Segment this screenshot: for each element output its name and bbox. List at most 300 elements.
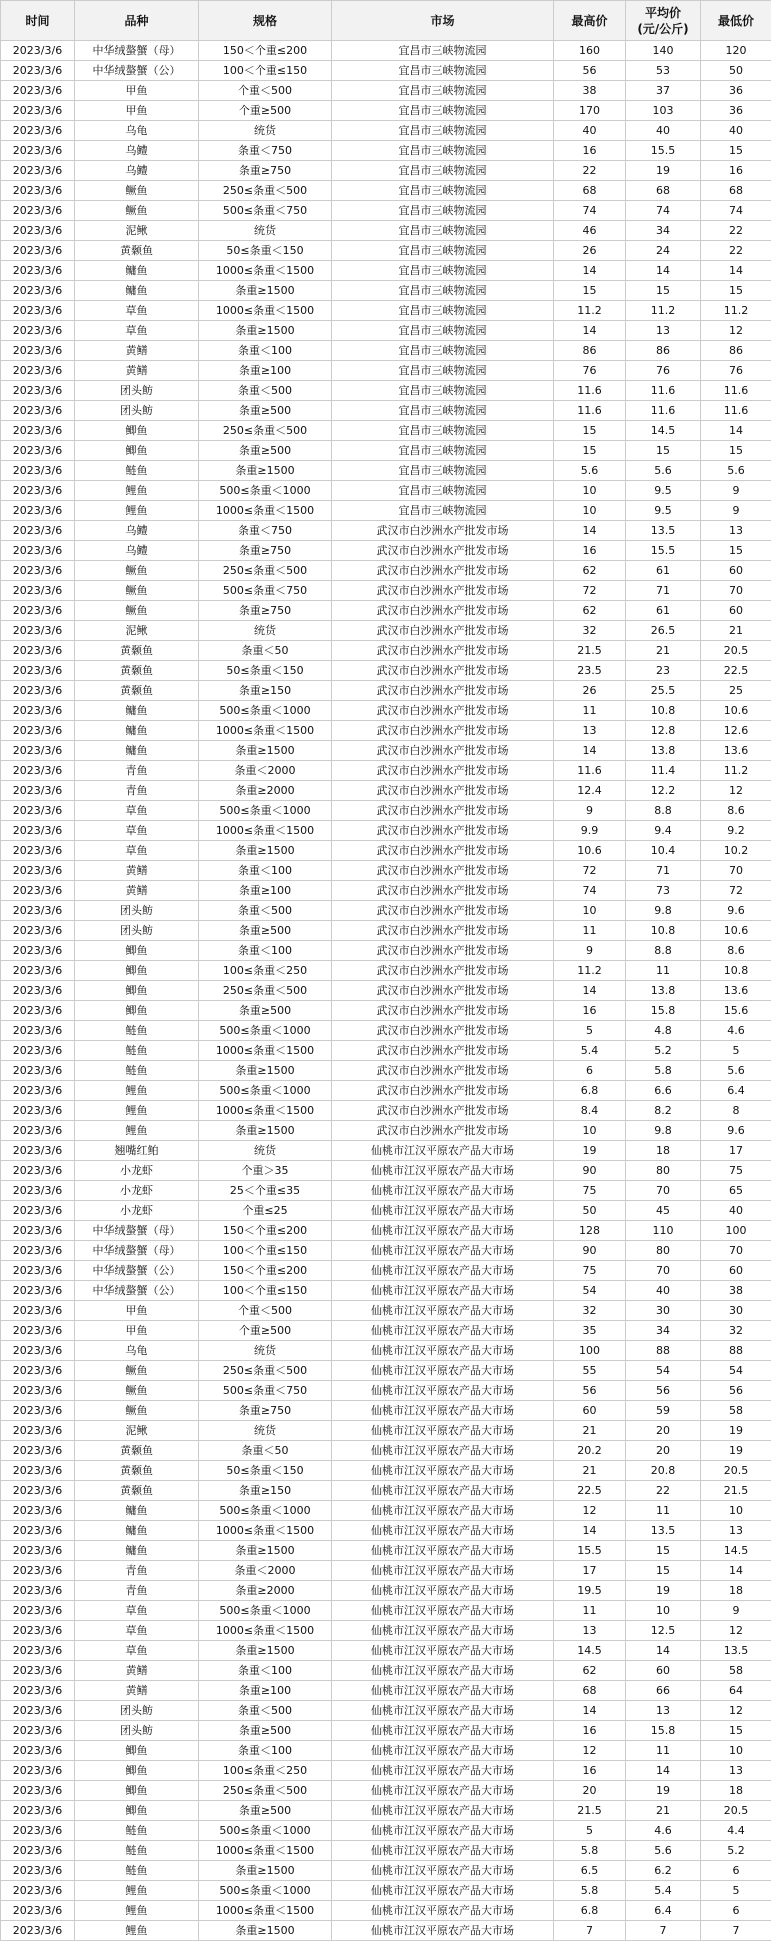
cell-time: 2023/3/6 — [1, 481, 75, 501]
cell-spec: 100＜个重≤150 — [199, 1281, 332, 1301]
cell-min-price: 8 — [701, 1101, 771, 1121]
cell-max-price: 11.6 — [554, 401, 626, 421]
table-row — [1, 501, 771, 521]
cell-max-price: 75 — [554, 1261, 626, 1281]
table-row — [1, 1341, 771, 1361]
cell-avg-price: 71 — [626, 861, 701, 881]
cell-time: 2023/3/6 — [1, 1501, 75, 1521]
cell-variety: 鲫鱼 — [75, 1781, 199, 1801]
cell-market: 武汉市白沙洲水产批发市场 — [332, 641, 554, 661]
header-time: 时间 — [1, 1, 75, 41]
cell-max-price: 16 — [554, 541, 626, 561]
table-row — [1, 861, 771, 881]
cell-spec: 100≤条重＜250 — [199, 1761, 332, 1781]
cell-spec: 500≤条重＜1000 — [199, 1821, 332, 1841]
cell-variety: 鳙鱼 — [75, 281, 199, 301]
cell-variety: 青鱼 — [75, 1581, 199, 1601]
table-row — [1, 281, 771, 301]
cell-max-price: 14 — [554, 1701, 626, 1721]
cell-spec: 条重≥1500 — [199, 281, 332, 301]
cell-avg-price: 8.8 — [626, 941, 701, 961]
cell-time: 2023/3/6 — [1, 81, 75, 101]
cell-avg-price: 74 — [626, 201, 701, 221]
cell-time: 2023/3/6 — [1, 1421, 75, 1441]
table-row — [1, 781, 771, 801]
cell-variety: 黄颡鱼 — [75, 1461, 199, 1481]
cell-max-price: 100 — [554, 1341, 626, 1361]
cell-market: 宜昌市三峡物流园 — [332, 361, 554, 381]
cell-max-price: 8.4 — [554, 1101, 626, 1121]
cell-max-price: 10 — [554, 501, 626, 521]
cell-variety: 鳜鱼 — [75, 1381, 199, 1401]
table-row — [1, 1181, 771, 1201]
cell-min-price: 10.2 — [701, 841, 771, 861]
cell-variety: 鲫鱼 — [75, 1761, 199, 1781]
cell-market: 武汉市白沙洲水产批发市场 — [332, 581, 554, 601]
cell-avg-price: 20 — [626, 1421, 701, 1441]
cell-avg-price: 34 — [626, 221, 701, 241]
table-row — [1, 1361, 771, 1381]
cell-variety: 乌鳢 — [75, 141, 199, 161]
cell-avg-price: 71 — [626, 581, 701, 601]
cell-market: 仙桃市江汉平原农产品大市场 — [332, 1561, 554, 1581]
cell-max-price: 72 — [554, 581, 626, 601]
cell-avg-price: 6.6 — [626, 1081, 701, 1101]
cell-time: 2023/3/6 — [1, 881, 75, 901]
cell-spec: 条重≥150 — [199, 681, 332, 701]
cell-time: 2023/3/6 — [1, 641, 75, 661]
cell-min-price: 7 — [701, 1921, 771, 1941]
cell-variety: 鳙鱼 — [75, 741, 199, 761]
cell-avg-price: 11.4 — [626, 761, 701, 781]
cell-variety: 草鱼 — [75, 301, 199, 321]
cell-spec: 250≤条重＜500 — [199, 981, 332, 1001]
cell-market: 宜昌市三峡物流园 — [332, 261, 554, 281]
table-row — [1, 421, 771, 441]
cell-spec: 条重≥750 — [199, 541, 332, 561]
cell-spec: 条重≥500 — [199, 1001, 332, 1021]
cell-min-price: 30 — [701, 1301, 771, 1321]
cell-market: 武汉市白沙洲水产批发市场 — [332, 781, 554, 801]
table-row — [1, 941, 771, 961]
cell-time: 2023/3/6 — [1, 541, 75, 561]
cell-min-price: 21.5 — [701, 1481, 771, 1501]
cell-avg-price: 11.6 — [626, 381, 701, 401]
cell-min-price: 13 — [701, 521, 771, 541]
cell-min-price: 6 — [701, 1861, 771, 1881]
cell-variety: 黄颡鱼 — [75, 1441, 199, 1461]
cell-min-price: 75 — [701, 1161, 771, 1181]
cell-market: 宜昌市三峡物流园 — [332, 141, 554, 161]
cell-market: 仙桃市江汉平原农产品大市场 — [332, 1581, 554, 1601]
table-row — [1, 601, 771, 621]
cell-max-price: 15 — [554, 421, 626, 441]
cell-min-price: 70 — [701, 861, 771, 881]
table-row — [1, 81, 771, 101]
cell-variety: 中华绒螯蟹（公） — [75, 1281, 199, 1301]
cell-min-price: 22 — [701, 221, 771, 241]
table-row — [1, 201, 771, 221]
cell-min-price: 16 — [701, 161, 771, 181]
cell-time: 2023/3/6 — [1, 501, 75, 521]
cell-avg-price: 26.5 — [626, 621, 701, 641]
header-min-price: 最低价 — [701, 1, 771, 41]
cell-avg-price: 20.8 — [626, 1461, 701, 1481]
cell-max-price: 11.2 — [554, 961, 626, 981]
cell-spec: 条重＜500 — [199, 901, 332, 921]
cell-min-price: 15 — [701, 441, 771, 461]
cell-market: 宜昌市三峡物流园 — [332, 181, 554, 201]
cell-spec: 500≤条重＜1000 — [199, 481, 332, 501]
cell-spec: 250≤条重＜500 — [199, 1361, 332, 1381]
cell-market: 武汉市白沙洲水产批发市场 — [332, 1061, 554, 1081]
cell-variety: 草鱼 — [75, 1641, 199, 1661]
cell-avg-price: 12.8 — [626, 721, 701, 741]
cell-avg-price: 76 — [626, 361, 701, 381]
cell-market: 宜昌市三峡物流园 — [332, 381, 554, 401]
cell-spec: 统货 — [199, 221, 332, 241]
cell-min-price: 20.5 — [701, 1801, 771, 1821]
cell-spec: 条重≥1500 — [199, 1061, 332, 1081]
cell-market: 仙桃市江汉平原农产品大市场 — [332, 1461, 554, 1481]
cell-time: 2023/3/6 — [1, 261, 75, 281]
cell-variety: 鲢鱼 — [75, 461, 199, 481]
cell-market: 武汉市白沙洲水产批发市场 — [332, 801, 554, 821]
cell-spec: 个重≤25 — [199, 1201, 332, 1221]
cell-variety: 鳙鱼 — [75, 1501, 199, 1521]
table-row — [1, 1281, 771, 1301]
cell-max-price: 15.5 — [554, 1541, 626, 1561]
cell-max-price: 68 — [554, 1681, 626, 1701]
cell-avg-price: 11 — [626, 1741, 701, 1761]
cell-time: 2023/3/6 — [1, 701, 75, 721]
cell-spec: 500≤条重＜1000 — [199, 1021, 332, 1041]
cell-min-price: 5.2 — [701, 1841, 771, 1861]
cell-avg-price: 7 — [626, 1921, 701, 1941]
cell-spec: 条重＜100 — [199, 1661, 332, 1681]
cell-market: 仙桃市江汉平原农产品大市场 — [332, 1521, 554, 1541]
cell-variety: 鲫鱼 — [75, 1741, 199, 1761]
cell-avg-price: 18 — [626, 1141, 701, 1161]
cell-avg-price: 15.8 — [626, 1001, 701, 1021]
cell-market: 宜昌市三峡物流园 — [332, 121, 554, 141]
cell-time: 2023/3/6 — [1, 1041, 75, 1061]
cell-min-price: 88 — [701, 1341, 771, 1361]
cell-max-price: 11.2 — [554, 301, 626, 321]
cell-market: 宜昌市三峡物流园 — [332, 461, 554, 481]
cell-spec: 100＜个重≤150 — [199, 1241, 332, 1261]
cell-avg-price: 103 — [626, 101, 701, 121]
table-row — [1, 321, 771, 341]
cell-min-price: 11.2 — [701, 301, 771, 321]
cell-max-price: 38 — [554, 81, 626, 101]
cell-time: 2023/3/6 — [1, 1381, 75, 1401]
cell-max-price: 11 — [554, 1601, 626, 1621]
cell-avg-price: 70 — [626, 1181, 701, 1201]
cell-time: 2023/3/6 — [1, 761, 75, 781]
cell-time: 2023/3/6 — [1, 1721, 75, 1741]
cell-min-price: 10 — [701, 1741, 771, 1761]
header-avg-price — [626, 1, 701, 41]
cell-time: 2023/3/6 — [1, 1441, 75, 1461]
cell-time: 2023/3/6 — [1, 621, 75, 641]
header-unit-note: (元/公斤) — [637, 22, 688, 36]
table-row — [1, 581, 771, 601]
cell-variety: 鲢鱼 — [75, 1821, 199, 1841]
cell-spec: 条重≥1500 — [199, 461, 332, 481]
cell-market: 武汉市白沙洲水产批发市场 — [332, 681, 554, 701]
cell-variety: 鲫鱼 — [75, 441, 199, 461]
cell-avg-price: 9.4 — [626, 821, 701, 841]
cell-variety: 黄鳝 — [75, 881, 199, 901]
cell-time: 2023/3/6 — [1, 1661, 75, 1681]
cell-variety: 黄颡鱼 — [75, 661, 199, 681]
cell-avg-price: 80 — [626, 1241, 701, 1261]
cell-avg-price: 40 — [626, 121, 701, 141]
cell-spec: 条重≥1500 — [199, 841, 332, 861]
cell-spec: 个重≥500 — [199, 1321, 332, 1341]
table-row — [1, 1321, 771, 1341]
cell-spec: 1000≤条重＜1500 — [199, 261, 332, 281]
cell-spec: 个重≥500 — [199, 101, 332, 121]
cell-variety: 鳜鱼 — [75, 181, 199, 201]
cell-min-price: 8.6 — [701, 941, 771, 961]
table-row — [1, 1201, 771, 1221]
cell-market: 仙桃市江汉平原农产品大市场 — [332, 1341, 554, 1361]
cell-market: 宜昌市三峡物流园 — [332, 441, 554, 461]
cell-variety: 鳙鱼 — [75, 1521, 199, 1541]
cell-avg-price: 13 — [626, 1701, 701, 1721]
cell-min-price: 86 — [701, 341, 771, 361]
cell-max-price: 72 — [554, 861, 626, 881]
cell-min-price: 70 — [701, 1241, 771, 1261]
cell-variety: 鳜鱼 — [75, 201, 199, 221]
cell-avg-price: 21 — [626, 1801, 701, 1821]
cell-market: 武汉市白沙洲水产批发市场 — [332, 721, 554, 741]
cell-min-price: 8.6 — [701, 801, 771, 821]
cell-variety: 团头鲂 — [75, 1721, 199, 1741]
cell-max-price: 35 — [554, 1321, 626, 1341]
cell-spec: 条重＜100 — [199, 941, 332, 961]
cell-time: 2023/3/6 — [1, 441, 75, 461]
cell-variety: 鳜鱼 — [75, 1401, 199, 1421]
cell-spec: 100≤条重＜250 — [199, 961, 332, 981]
cell-spec: 250≤条重＜500 — [199, 1781, 332, 1801]
cell-avg-price: 66 — [626, 1681, 701, 1701]
cell-max-price: 11.6 — [554, 381, 626, 401]
cell-max-price: 14 — [554, 261, 626, 281]
table-row — [1, 301, 771, 321]
cell-market: 仙桃市江汉平原农产品大市场 — [332, 1281, 554, 1301]
table-row — [1, 381, 771, 401]
cell-market: 宜昌市三峡物流园 — [332, 341, 554, 361]
cell-market: 宜昌市三峡物流园 — [332, 221, 554, 241]
cell-avg-price: 10.4 — [626, 841, 701, 861]
cell-spec: 50≤条重＜150 — [199, 661, 332, 681]
cell-variety: 乌龟 — [75, 121, 199, 141]
cell-avg-price: 19 — [626, 161, 701, 181]
cell-time: 2023/3/6 — [1, 1861, 75, 1881]
table-row — [1, 641, 771, 661]
cell-avg-price: 73 — [626, 881, 701, 901]
cell-market: 宜昌市三峡物流园 — [332, 81, 554, 101]
cell-max-price: 32 — [554, 621, 626, 641]
cell-min-price: 9 — [701, 1601, 771, 1621]
cell-avg-price: 21 — [626, 641, 701, 661]
cell-max-price: 21 — [554, 1461, 626, 1481]
table-row — [1, 741, 771, 761]
cell-max-price: 26 — [554, 241, 626, 261]
cell-spec: 500≤条重＜1000 — [199, 1881, 332, 1901]
cell-max-price: 17 — [554, 1561, 626, 1581]
cell-variety: 小龙虾 — [75, 1181, 199, 1201]
cell-max-price: 16 — [554, 1001, 626, 1021]
cell-min-price: 74 — [701, 201, 771, 221]
cell-time: 2023/3/6 — [1, 1081, 75, 1101]
cell-min-price: 10.8 — [701, 961, 771, 981]
cell-max-price: 170 — [554, 101, 626, 121]
cell-spec: 统货 — [199, 1421, 332, 1441]
cell-max-price: 15 — [554, 441, 626, 461]
cell-market: 仙桃市江汉平原农产品大市场 — [332, 1681, 554, 1701]
cell-min-price: 20.5 — [701, 1461, 771, 1481]
cell-spec: 条重＜100 — [199, 341, 332, 361]
cell-avg-price: 11 — [626, 1501, 701, 1521]
cell-spec: 条重≥1500 — [199, 1921, 332, 1941]
cell-market: 仙桃市江汉平原农产品大市场 — [332, 1381, 554, 1401]
table-row — [1, 1641, 771, 1661]
cell-spec: 条重＜500 — [199, 1701, 332, 1721]
cell-market: 仙桃市江汉平原农产品大市场 — [332, 1361, 554, 1381]
cell-variety: 鲤鱼 — [75, 481, 199, 501]
cell-avg-price: 15 — [626, 1561, 701, 1581]
cell-time: 2023/3/6 — [1, 281, 75, 301]
cell-time: 2023/3/6 — [1, 841, 75, 861]
table-row — [1, 241, 771, 261]
cell-min-price: 10.6 — [701, 701, 771, 721]
cell-avg-price: 9.5 — [626, 501, 701, 521]
cell-spec: 条重≥1500 — [199, 741, 332, 761]
cell-max-price: 6.5 — [554, 1861, 626, 1881]
cell-market: 武汉市白沙洲水产批发市场 — [332, 821, 554, 841]
cell-min-price: 25 — [701, 681, 771, 701]
header-market: 市场 — [332, 1, 554, 41]
table-row — [1, 1561, 771, 1581]
cell-max-price: 32 — [554, 1301, 626, 1321]
cell-time: 2023/3/6 — [1, 61, 75, 81]
cell-avg-price: 70 — [626, 1261, 701, 1281]
cell-min-price: 14 — [701, 421, 771, 441]
cell-max-price: 6 — [554, 1061, 626, 1081]
cell-min-price: 22 — [701, 241, 771, 261]
cell-time: 2023/3/6 — [1, 601, 75, 621]
cell-avg-price: 11.2 — [626, 301, 701, 321]
cell-avg-price: 19 — [626, 1581, 701, 1601]
cell-variety: 鲤鱼 — [75, 1901, 199, 1921]
cell-avg-price: 14.5 — [626, 421, 701, 441]
cell-variety: 黄颡鱼 — [75, 641, 199, 661]
cell-variety: 鲫鱼 — [75, 1001, 199, 1021]
cell-market: 武汉市白沙洲水产批发市场 — [332, 1101, 554, 1121]
cell-variety: 翘嘴红鲌 — [75, 1141, 199, 1161]
table-row — [1, 1501, 771, 1521]
cell-time: 2023/3/6 — [1, 161, 75, 181]
cell-time: 2023/3/6 — [1, 1921, 75, 1941]
cell-avg-price: 22 — [626, 1481, 701, 1501]
cell-time: 2023/3/6 — [1, 1021, 75, 1041]
table-row — [1, 1021, 771, 1041]
cell-min-price: 15.6 — [701, 1001, 771, 1021]
cell-min-price: 10.6 — [701, 921, 771, 941]
cell-market: 武汉市白沙洲水产批发市场 — [332, 961, 554, 981]
cell-spec: 条重≥1500 — [199, 1541, 332, 1561]
cell-variety: 中华绒螯蟹（母） — [75, 1221, 199, 1241]
cell-market: 宜昌市三峡物流园 — [332, 161, 554, 181]
cell-variety: 甲鱼 — [75, 1321, 199, 1341]
cell-max-price: 56 — [554, 1381, 626, 1401]
cell-max-price: 23.5 — [554, 661, 626, 681]
cell-variety: 青鱼 — [75, 781, 199, 801]
cell-spec: 1000≤条重＜1500 — [199, 1841, 332, 1861]
cell-spec: 条重≥100 — [199, 361, 332, 381]
cell-avg-price: 9.8 — [626, 1121, 701, 1141]
cell-market: 宜昌市三峡物流园 — [332, 501, 554, 521]
cell-max-price: 75 — [554, 1181, 626, 1201]
cell-time: 2023/3/6 — [1, 461, 75, 481]
cell-spec: 1000≤条重＜1500 — [199, 501, 332, 521]
cell-min-price: 12.6 — [701, 721, 771, 741]
cell-time: 2023/3/6 — [1, 861, 75, 881]
cell-variety: 中华绒螯蟹（公） — [75, 61, 199, 81]
cell-time: 2023/3/6 — [1, 381, 75, 401]
cell-avg-price: 4.6 — [626, 1821, 701, 1841]
cell-max-price: 19.5 — [554, 1581, 626, 1601]
cell-time: 2023/3/6 — [1, 1481, 75, 1501]
cell-variety: 草鱼 — [75, 321, 199, 341]
cell-max-price: 90 — [554, 1161, 626, 1181]
cell-variety: 乌鳢 — [75, 161, 199, 181]
table-row — [1, 1581, 771, 1601]
table-row — [1, 1881, 771, 1901]
cell-market: 仙桃市江汉平原农产品大市场 — [332, 1761, 554, 1781]
cell-market: 宜昌市三峡物流园 — [332, 41, 554, 61]
cell-max-price: 6.8 — [554, 1901, 626, 1921]
cell-spec: 统货 — [199, 121, 332, 141]
cell-spec: 150＜个重≤200 — [199, 1221, 332, 1241]
cell-spec: 个重＜500 — [199, 1301, 332, 1321]
table-row — [1, 1521, 771, 1541]
cell-variety: 鲢鱼 — [75, 1021, 199, 1041]
cell-spec: 统货 — [199, 1141, 332, 1161]
cell-min-price: 12 — [701, 1621, 771, 1641]
table-body — [1, 41, 771, 1941]
cell-market: 仙桃市江汉平原农产品大市场 — [332, 1781, 554, 1801]
cell-avg-price: 56 — [626, 1381, 701, 1401]
cell-spec: 条重＜500 — [199, 381, 332, 401]
cell-variety: 鲤鱼 — [75, 1121, 199, 1141]
cell-variety: 小龙虾 — [75, 1161, 199, 1181]
table-row — [1, 461, 771, 481]
cell-market: 宜昌市三峡物流园 — [332, 301, 554, 321]
cell-avg-price: 5.8 — [626, 1061, 701, 1081]
cell-max-price: 12 — [554, 1741, 626, 1761]
cell-spec: 条重≥1500 — [199, 321, 332, 341]
cell-avg-price: 15 — [626, 441, 701, 461]
cell-time: 2023/3/6 — [1, 241, 75, 261]
cell-variety: 团头鲂 — [75, 401, 199, 421]
cell-market: 仙桃市江汉平原农产品大市场 — [332, 1601, 554, 1621]
cell-spec: 条重＜750 — [199, 521, 332, 541]
